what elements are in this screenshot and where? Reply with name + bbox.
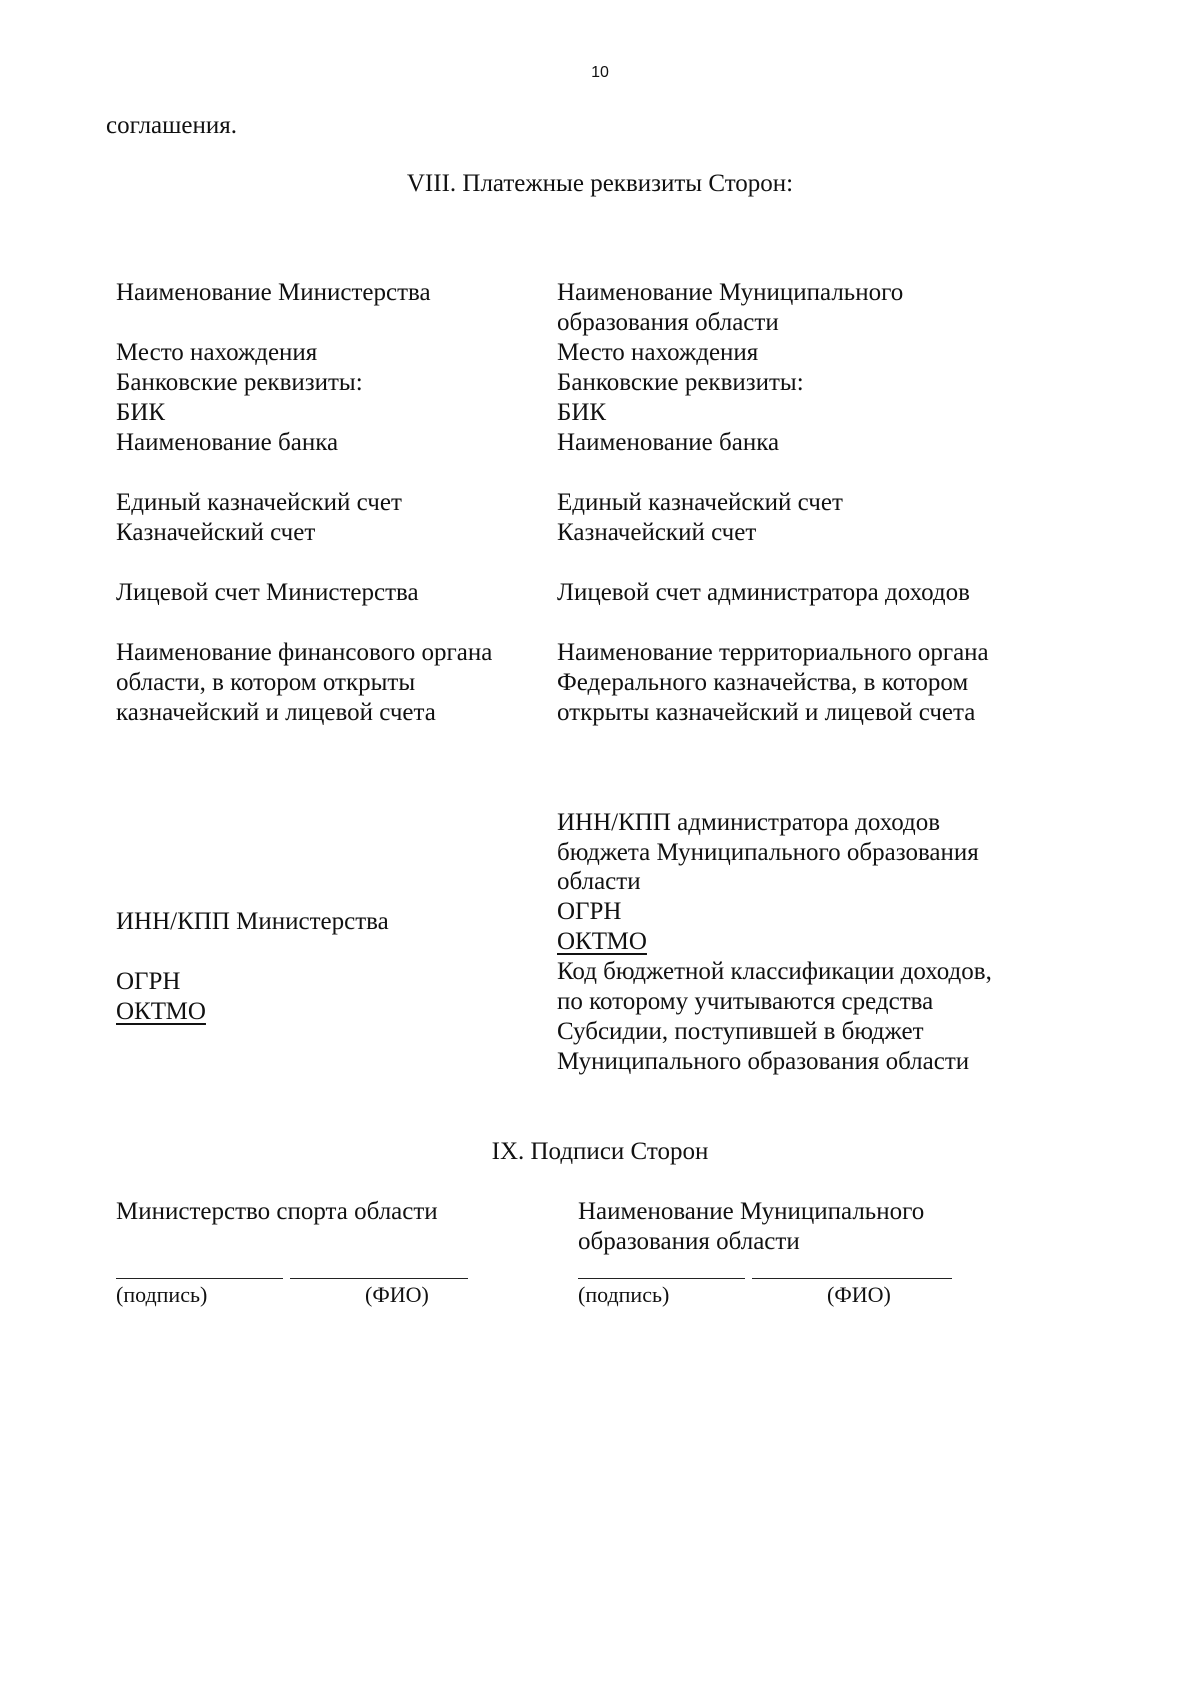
- continuation-text: соглашения.: [106, 112, 238, 139]
- municipality-bank-details-label: Банковские реквизиты:: [557, 369, 804, 396]
- section-9-title: IX. Подписи Сторон: [491, 1138, 709, 1165]
- ministry-signature-line: [116, 1278, 283, 1279]
- ministry-personal-account-label: Лицевой счет Министерства: [116, 579, 419, 606]
- municipality-name-line: образования области: [557, 309, 779, 336]
- ministry-ogrn-label: ОГРН: [116, 968, 181, 995]
- municipality-inn-kpp-line: области: [557, 868, 641, 895]
- municipality-ogrn-label: ОГРН: [557, 898, 622, 925]
- municipality-location-label: Место нахождения: [557, 339, 759, 366]
- territorial-body-line: Федерального казначейства, в котором: [557, 669, 969, 696]
- territorial-body-line: Наименование территориального органа: [557, 639, 989, 666]
- municipality-party-name-line: образования области: [578, 1228, 800, 1255]
- municipality-party-name-line: Наименование Муниципального: [578, 1198, 925, 1225]
- municipality-inn-kpp-line: ИНН/КПП администратора доходов: [557, 809, 941, 836]
- municipality-name-line: Наименование Муниципального: [557, 279, 904, 306]
- ministry-unified-treasury-account-label: Единый казначейский счет: [116, 489, 402, 516]
- page-number: 10: [591, 64, 609, 81]
- municipality-oktmo-label: ОКТМО: [557, 928, 647, 955]
- ministry-bank-details-label: Банковские реквизиты:: [116, 369, 363, 396]
- ministry-signature-caption: (подпись): [116, 1282, 208, 1307]
- section-8-title: VIII. Платежные реквизиты Сторон:: [406, 170, 794, 197]
- budget-code-line: Код бюджетной классификации доходов,: [557, 958, 992, 985]
- territorial-body-line: открыты казначейский и лицевой счета: [557, 699, 976, 726]
- budget-code-line: Муниципального образования области: [557, 1048, 970, 1075]
- municipality-name-line: [752, 1278, 952, 1279]
- ministry-name-line: [290, 1278, 468, 1279]
- municipality-inn-kpp-line: бюджета Муниципального образования: [557, 839, 979, 866]
- municipality-signature-caption: (подпись): [578, 1282, 670, 1307]
- municipality-personal-account-label: Лицевой счет администратора доходов: [557, 579, 970, 606]
- ministry-financial-body-line: казначейский и лицевой счета: [116, 699, 436, 726]
- ministry-financial-body-line: Наименование финансового органа: [116, 639, 493, 666]
- ministry-financial-body-line: области, в котором открыты: [116, 669, 416, 696]
- ministry-inn-kpp-label: ИНН/КПП Министерства: [116, 908, 389, 935]
- ministry-bank-name-label: Наименование банка: [116, 429, 339, 456]
- ministry-treasury-account-label: Казначейский счет: [116, 519, 316, 546]
- municipality-signature-line: [578, 1278, 745, 1279]
- budget-code-line: по которому учитываются средства: [557, 988, 934, 1015]
- municipality-name-caption: (ФИО): [827, 1282, 891, 1307]
- budget-code-line: Субсидии, поступившей в бюджет: [557, 1018, 924, 1045]
- municipality-bik-label: БИК: [557, 399, 607, 426]
- ministry-name-label: Наименование Министерства: [116, 279, 431, 306]
- municipality-bank-name-label: Наименование банка: [557, 429, 780, 456]
- ministry-name-caption: (ФИО): [365, 1282, 429, 1307]
- ministry-party-name: Министерство спорта области: [116, 1198, 438, 1225]
- ministry-location-label: Место нахождения: [116, 339, 318, 366]
- ministry-bik-label: БИК: [116, 399, 166, 426]
- ministry-oktmo-label: ОКТМО: [116, 998, 206, 1025]
- municipality-treasury-account-label: Казначейский счет: [557, 519, 757, 546]
- municipality-unified-treasury-account-label: Единый казначейский счет: [557, 489, 843, 516]
